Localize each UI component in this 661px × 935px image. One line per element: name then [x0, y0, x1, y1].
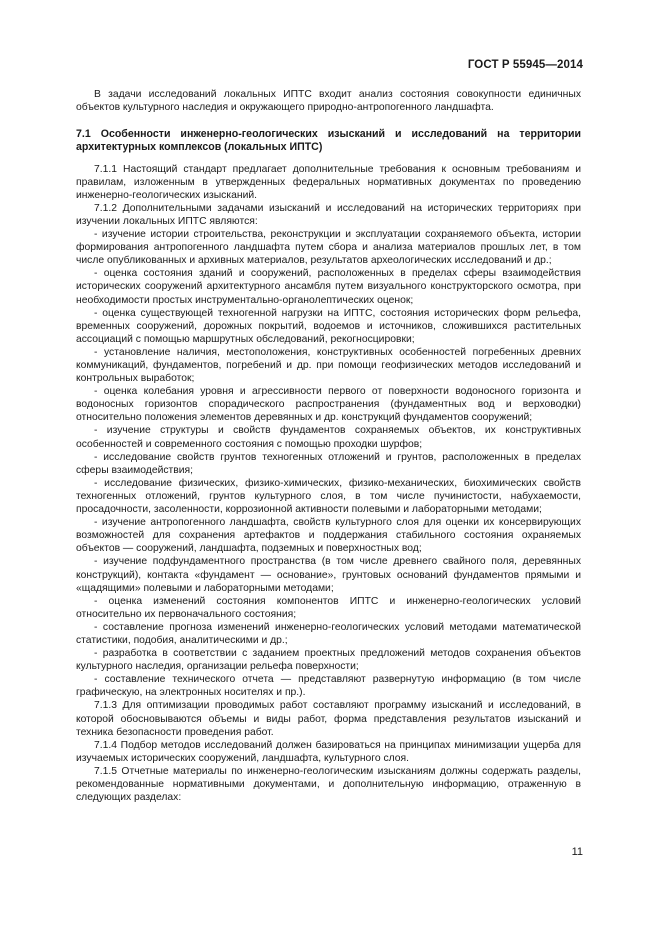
list-item: - разработка в соответствии с заданием проектных предложений методов сохранения объектов культурного наследия, организации рельефа поверхности; — [76, 648, 581, 673]
page-number: 11 — [571, 846, 583, 858]
list-item: - оценка состояния зданий и сооружений, расположенных в пределах сферы взаимодействия исторических сооружений архитектурного ансамбля путем визуального конструкторского осмотра, при необходимости простых инструментально-органолептических оценок; — [76, 268, 581, 306]
list-item: - оценка колебания уровня и агрессивности первого от поверхности водоносного горизонта и водоносных горизонтов спорадического распространения (фундаментных вод и верховодки) относительно положения элементов деревянных и др. конструкций фундаментов сооружений; — [76, 386, 581, 424]
list-item: - составление технического отчета — представляют развернутую информацию (в том числе графическую, на электронных носителях и пр.). — [76, 674, 581, 699]
list-item: - оценка изменений состояния компонентов ИПТС и инженерно-геологических условий относительно их первоначального состояния; — [76, 595, 581, 620]
list-item: - изучение антропогенного ландшафта, свойств культурного слоя для оценки их консервирующих возможностей для сохранения артефактов и поддержания стабильного состояния охраняемых объектов — сооружений, ландшафта, подземных и поверхностных вод; — [76, 517, 581, 555]
paragraph: 7.1.5 Отчетные материалы по инженерно-геологическим изысканиям должны содержать разделы, рекомендованные нормативными документами, и дополнительную информацию, отраженную в следующих разделах: — [76, 765, 581, 804]
list-item: - изучение истории строительства, реконструкции и эксплуатации сохраняемого объекта, истории формирования антропогенного ландшафта путем сбора и анализа материалов прошлых лет, в том числе опубликованных и архивных материалов, результатов археологических исследований и др.; — [76, 229, 581, 267]
list-item: - составление прогноза изменений инженерно-геологических условий методами математической статистики, подобия, аналитическими и др.; — [76, 621, 581, 646]
list-item: - установление наличия, местоположения, конструктивных особенностей погребенных древних коммуникаций, фундаментов, погребений и др. при помощи геофизических методов исследований и контрольных выработок; — [76, 346, 581, 385]
document-body — [76, 88, 581, 804]
list-item: - оценка существующей техногенной нагрузки на ИПТС, состояния исторических форм рельефа, временных сооружений, дорожных покрытий, водоемов и источников, сложившихся растительных ассоциаций с помощью маршрутных обследований, рекогносцировки; — [76, 307, 581, 345]
section-heading: 7.1 Особенности инженерно-геологических изысканий и исследований на территории архитектурных комплексов (локальных ИПТС) — [76, 128, 581, 154]
standard-number: ГОСТ Р 55945—2014 — [467, 59, 583, 71]
paragraph: 7.1.2 Дополнительными задачами изысканий и исследований на исторических территориях при изучении локальных ИПТС являются: — [76, 202, 581, 227]
list-item: - исследование свойств грунтов техногенных отложений и грунтов, расположенных в пределах сферы взаимодействия; — [76, 451, 581, 476]
intro-paragraph: В задачи исследований локальных ИПТС входит анализ состояния совокупности единичных объектов культурного наследия и окружающего природно-антропогенного ландшафта. — [76, 89, 581, 114]
paragraph: 7.1.3 Для оптимизации проводимых работ составляют программу изысканий и исследований, в которой обосновываются объемы и виды работ, форма представления результатов изысканий и техника безопасности проведения работ. — [76, 700, 581, 738]
list-item: - исследование физических, физико-химических, физико-механических, биохимических свойств техногенных отложений, грунтов культурного слоя, в том числе пучинистости, набухаемости, просадочности, засоленности, коррозионной активности полевыми и лабораторными методами; — [76, 477, 581, 516]
list-item: - изучение структуры и свойств фундаментов сохраняемых объектов, их конструктивных особенностей и современного состояния с помощью проходки шурфов; — [76, 425, 581, 450]
paragraph: 7.1.1 Настоящий стандарт предлагает дополнительные требования к основным требованиям и правилам, изложенным в утвержденных федеральных нормативных документах по проведению инженерно-геологических изысканий. — [76, 163, 581, 201]
list-item: - изучение подфундаментного пространства (в том числе древнего свайного поля, деревянных конструкций), контакта «фундамент — основание», грунтовых оснований фундаментов прямыми и «щадящими» полевыми и лабораторными методами; — [76, 556, 581, 594]
paragraph: 7.1.4 Подбор методов исследований должен базироваться на принципах минимизации ущерба для изучаемых исторических сооружений, ландшафта, культурного слоя. — [76, 739, 581, 764]
